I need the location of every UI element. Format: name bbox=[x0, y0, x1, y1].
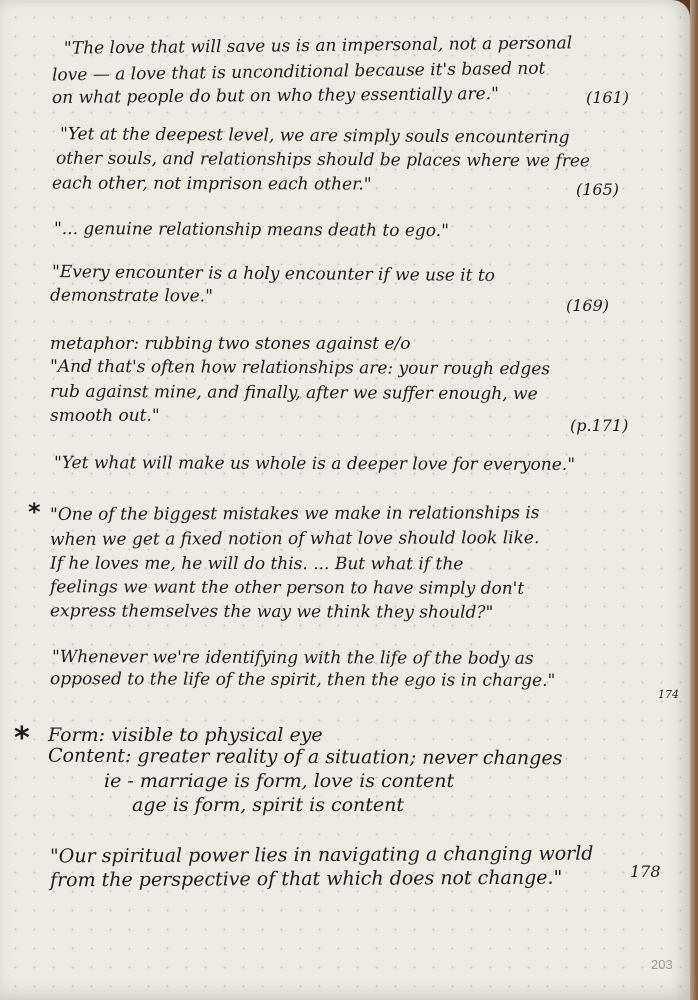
handwritten-line: "Whenever we're identifying with the life of the body as bbox=[51, 647, 534, 669]
handwritten-line: "Our spiritual power lies in navigating a changing world bbox=[49, 842, 594, 868]
handwritten-line: "... genuine relationship means death to ego." bbox=[53, 218, 450, 242]
handwritten-line: from the perspective of that which does not change." bbox=[49, 866, 563, 892]
star-marker: * bbox=[14, 721, 30, 756]
handwritten-line: "The love that will save us is an impersonal, not a personal bbox=[63, 33, 573, 59]
handwritten-line: age is form, spirit is content bbox=[132, 794, 405, 816]
handwritten-line: rub against mine, and finally, after we suffer enough, we bbox=[49, 381, 538, 405]
page-reference: (165) bbox=[576, 180, 620, 199]
handwritten-line: opposed to the life of the spirit, then the ego is in charge." bbox=[49, 669, 556, 691]
handwritten-line: "Yet what will make us whole is a deeper love for everyone." bbox=[53, 453, 576, 475]
handwritten-line: Content: greater reality of a situation; never changes bbox=[47, 744, 563, 770]
handwritten-line: feelings we want the other person to have simply don't bbox=[49, 577, 525, 599]
handwritten-line: "And that's often how relationships are: your rough edges bbox=[49, 356, 551, 380]
handwritten-line: demonstrate love." bbox=[49, 285, 213, 307]
handwritten-line: smooth out." bbox=[50, 406, 160, 426]
handwritten-line: If he loves me, he will do this. ... But what if the bbox=[49, 553, 464, 575]
star-marker: * bbox=[28, 498, 41, 526]
handwritten-line: other souls, and relationships should be places where we free bbox=[55, 148, 591, 172]
handwritten-line: ie - marriage is form, love is content bbox=[104, 770, 455, 792]
handwritten-line: when we get a fixed notion of what love should look like. bbox=[49, 528, 540, 550]
page-number: 203 bbox=[651, 957, 673, 972]
handwritten-line: Form: visible to physical eye bbox=[48, 724, 323, 746]
handwritten-line: each other, not imprison each other." bbox=[51, 173, 372, 195]
page-reference: 178 bbox=[630, 862, 661, 881]
page-reference: (169) bbox=[566, 296, 610, 315]
handwritten-line: "One of the biggest mistakes we make in relationships is bbox=[49, 503, 540, 525]
metaphor-label: metaphor: rubbing two stones against e/o bbox=[50, 334, 411, 354]
handwritten-line: "Every encounter is a holy encounter if we use it to bbox=[51, 262, 496, 286]
handwritten-line: express themselves the way we think they should?" bbox=[49, 601, 494, 623]
page-reference: (p.171) bbox=[570, 416, 629, 435]
page-reference: 174 bbox=[658, 688, 679, 701]
handwritten-line: on what people do but on who they essentially are." bbox=[51, 84, 500, 108]
page-reference: (161) bbox=[586, 88, 630, 107]
handwritten-line: love — a love that is unconditional because it's based not bbox=[51, 58, 546, 86]
book-edge bbox=[690, 0, 698, 1000]
handwritten-line: "Yet at the deepest level, we are simply souls encountering bbox=[59, 124, 570, 148]
